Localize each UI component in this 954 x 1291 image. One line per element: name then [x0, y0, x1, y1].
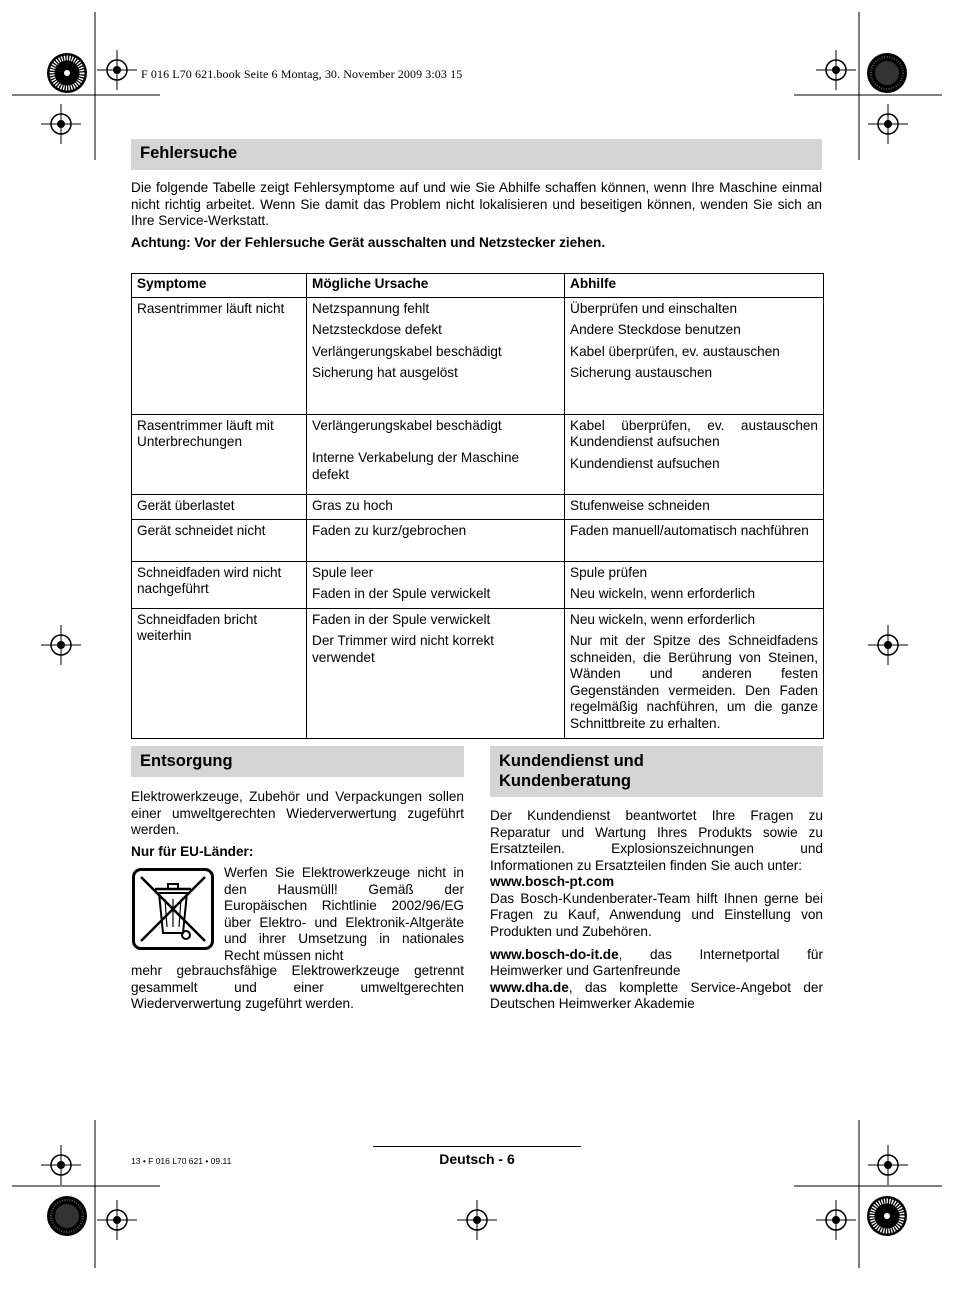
weee-paragraph: Werfen Sie Elektrowerkzeuge nicht in den Hausmüll! Gemäß der Europäischen Richtlinie 2002/96/EG über Elektro- und Elektronik-Altgeräte und ihrer Umsetzung in nationales Recht müssen nicht	[224, 865, 464, 963]
registration-target-icon	[97, 50, 137, 90]
star-target-icon	[46, 52, 88, 94]
cause-item: Faden in der Spule verwickelt	[312, 611, 491, 627]
remedy-cell	[565, 494, 824, 519]
table-row	[132, 608, 824, 738]
disposal-paragraph: Elektrowerkzeuge, Zubehör und Verpackungen sollen einer umweltgerechten Wiederverwertung zugeführt werden.	[131, 789, 464, 838]
table-row	[132, 494, 824, 519]
cause-item: Verlängerungskabel beschädigt	[312, 343, 502, 359]
symptom-cell: Gerät schneidet nicht	[132, 519, 307, 561]
table-row	[132, 297, 824, 414]
service-link-bosch-do-it[interactable]: www.bosch-do-it.de	[490, 946, 619, 962]
symptom-cell: Rasentrimmer läuft mit Unterbrechungen	[132, 414, 307, 494]
page-number: Deutsch - 6	[439, 1151, 515, 1167]
registration-target-icon	[41, 1145, 81, 1185]
registration-target-icon	[41, 104, 81, 144]
service-link-description: , das Internetportal für Heimwerker und Gartenfreunde	[490, 946, 823, 979]
star-target-icon	[866, 52, 908, 94]
remedy-item: Sicherung austauschen	[570, 365, 713, 381]
remedy-cell	[565, 414, 824, 494]
header-ursache: Mögliche Ursache	[307, 274, 565, 298]
warning-paragraph: Achtung: Vor der Fehlersuche Gerät ausschalten und Netzstecker ziehen.	[131, 235, 606, 250]
remedy-cell	[565, 519, 824, 561]
service-text	[490, 808, 823, 1013]
service-link-description: , das komplette Service-Angebot der Deutschen Heimwerker Akademie	[490, 979, 823, 1012]
symptom-cell: Schneidfaden bricht weiterhin	[132, 608, 307, 738]
table-row	[132, 519, 824, 561]
troubleshooting-table	[131, 273, 824, 739]
eu-label: Nur für EU-Länder:	[131, 844, 254, 859]
registration-target-icon	[41, 625, 81, 665]
registration-target-icon	[97, 1200, 137, 1240]
symptom-cell: Gerät überlastet	[132, 494, 307, 519]
cause-cell	[307, 561, 565, 608]
remedy-item: Kabel überprüfen, ev. austauschen Kundendienst aufsuchen	[570, 417, 818, 450]
cause-cell	[307, 608, 565, 738]
remedy-item: Andere Steckdose benutzen	[570, 322, 741, 338]
star-target-icon	[46, 1195, 88, 1237]
table-row	[132, 414, 824, 494]
symptom-cell: Rasentrimmer läuft nicht	[132, 297, 307, 414]
cause-item: Interne Verkabelung der Maschine defekt	[312, 450, 520, 482]
cause-item: Gras zu hoch	[312, 497, 393, 513]
star-target-icon	[866, 1195, 908, 1237]
service-link-bosch-pt[interactable]: www.bosch-pt.com	[490, 874, 615, 890]
table-row	[132, 561, 824, 608]
cause-item: Faden in der Spule verwickelt	[312, 586, 491, 602]
registration-target-icon	[868, 1145, 908, 1185]
section-title-fehlersuche: Fehlersuche	[131, 139, 822, 170]
print-code: 13 • F 016 L70 621 • 09.11	[131, 1156, 232, 1166]
weee-paragraph-continued: mehr gebrauchsfähige Elektrowerkzeuge getrennt gesammelt und einer umweltgerechten Wiederverwertung zugeführt werden.	[131, 963, 464, 1012]
cause-cell	[307, 297, 565, 414]
footer-rule	[373, 1146, 581, 1147]
remedy-item: Neu wickeln, wenn erforderlich	[570, 611, 756, 627]
registration-target-icon	[816, 50, 856, 90]
cause-item: Netzspannung fehlt	[312, 300, 430, 316]
remedy-item: Überprüfen und einschalten	[570, 300, 738, 316]
section-title-line: Kundenberatung	[499, 772, 631, 791]
remedy-item: Faden manuell/automatisch nachführen	[570, 522, 809, 538]
registration-target-icon	[868, 104, 908, 144]
header-abhilfe: Abhilfe	[565, 274, 824, 298]
cause-item: Netzsteckdose defekt	[312, 322, 442, 338]
registration-target-icon	[816, 1200, 856, 1240]
cause-cell	[307, 494, 565, 519]
remedy-item: Kabel überprüfen, ev. austauschen	[570, 343, 780, 359]
header-symptome: Symptome	[132, 274, 307, 298]
cause-item: Sicherung hat ausgelöst	[312, 365, 458, 381]
section-title-line: Kundendienst und	[499, 752, 644, 770]
remedy-item: Stufenweise schneiden	[570, 497, 710, 513]
service-paragraph: Das Bosch-Kundenberater-Team hilft Ihnen gerne bei Fragen zu Kauf, Anwendung und Einstellung von Produkten und Zubehören.	[490, 890, 823, 940]
symptom-cell: Schneidfaden wird nicht nachgeführt	[132, 561, 307, 608]
registration-target-icon	[457, 1200, 497, 1240]
service-paragraph: Der Kundendienst beantwortet Ihre Fragen zu Reparatur und Wartung Ihres Produkts sowie zu Ersatzteilen. Explosionszeichnungen und Informationen zu Ersatzteilen finden Sie auch unter:	[490, 808, 823, 873]
cause-item: Verlängerungskabel beschädigt	[312, 417, 502, 433]
cause-item: Der Trimmer wird nicht korrekt verwendet	[312, 633, 495, 665]
cause-cell	[307, 414, 565, 494]
remedy-cell	[565, 561, 824, 608]
cause-item: Spule leer	[312, 564, 374, 580]
intro-paragraph: Die folgende Tabelle zeigt Fehlersymptome auf und wie Sie Abhilfe schaffen können, wenn Ihre Maschine einmal nicht richtig arbeitet. Wenn Sie damit das Problem nicht lokalisieren und beseitigen können, wenden Sie sich an Ihre Service-Werkstatt.	[131, 180, 822, 229]
table-header-row	[132, 274, 824, 298]
cause-item: Faden zu kurz/gebrochen	[312, 522, 467, 538]
cause-cell	[307, 519, 565, 561]
section-title-entsorgung: Entsorgung	[131, 746, 464, 777]
remedy-cell	[565, 297, 824, 414]
remedy-item: Spule prüfen	[570, 564, 648, 580]
print-header: F 016 L70 621.book Seite 6 Montag, 30. November 2009 3:03 15	[141, 67, 463, 81]
remedy-item: Neu wickeln, wenn erforderlich	[570, 586, 756, 602]
service-link-dha[interactable]: www.dha.de	[490, 979, 569, 995]
crossed-out-wheelie-bin-icon	[132, 868, 214, 950]
remedy-item: Nur mit der Spitze des Schneidfadens schneiden, die Berührung von Steinen, Wänden und anderen festen Gegenständen vermeiden. Den Faden regelmäßig nachführen, um die ganze Schnittbreite zu erhalten.	[570, 633, 818, 732]
registration-target-icon	[868, 625, 908, 665]
remedy-cell	[565, 608, 824, 738]
section-title-kundendienst	[490, 746, 823, 797]
remedy-item: Kundendienst aufsuchen	[570, 455, 720, 471]
